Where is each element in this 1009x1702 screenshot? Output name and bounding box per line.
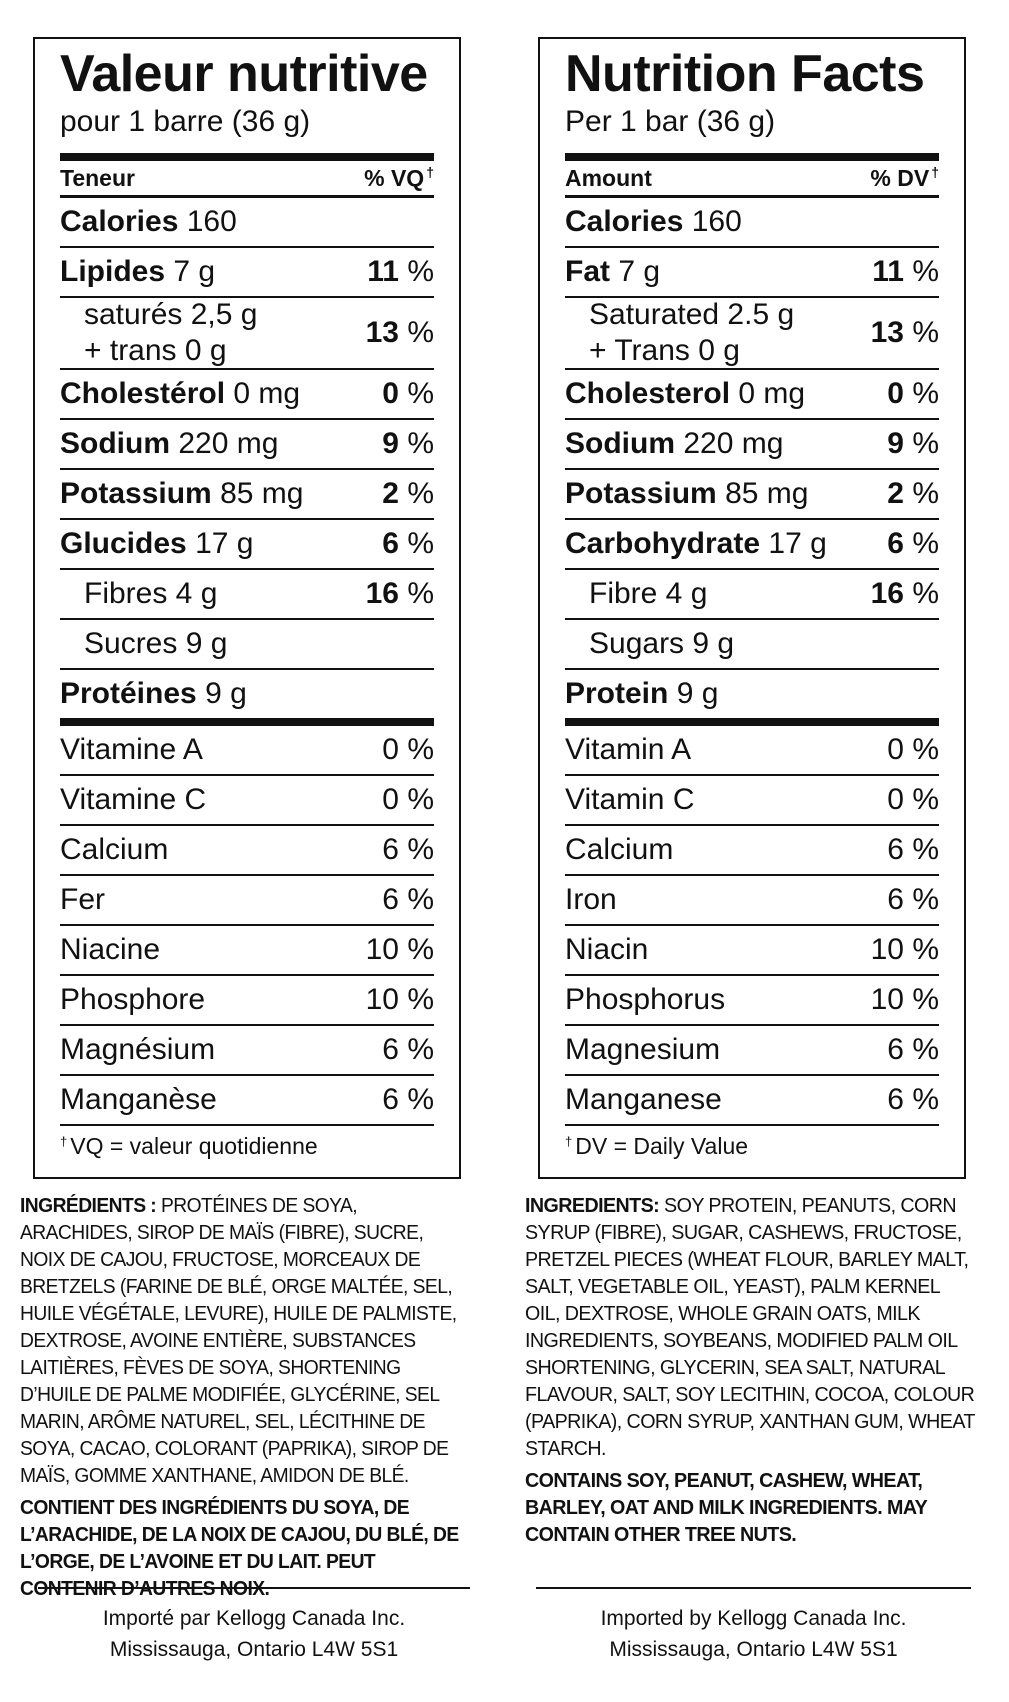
row-sugars: Sugars 9 g: [565, 620, 939, 670]
row-cholesterol: Cholestérol 0 mg 0 %: [60, 370, 434, 420]
row-saturated-trans: saturés 2,5 g + trans 0 g 13 %: [60, 298, 434, 370]
table-header: [565, 161, 939, 195]
ingredients-label: INGREDIENTS:: [525, 1194, 660, 1217]
row-potassium: Potassium 85 mg 2 %: [60, 470, 434, 520]
divider: [38, 1587, 470, 1589]
vitamin-row: Fer 6 %: [60, 876, 434, 926]
ingredients-text: SOY PROTEIN, PEANUTS, CORN SYRUP (FIBRE), SUGAR, CASHEWS, FRUCTOSE, PRETZEL PIECES (WHEAT FLOUR, BARLEY MALT, SALT, VEGETABLE OIL, YEAST), PALM KERNEL OIL, DEXTROSE, WHOLE GRAIN OATS, MILK INGREDIENTS, SOYBEANS, MODIFIED PALM OIL SHORTENING, GLYCERIN, SEA SALT, NATURAL FLAVOUR, SALT, SOY LECITHIN, COCOA, COLOUR (PAPRIKA), CORN SYRUP, XANTHAN GUM, WHEAT STARCH.: [525, 1194, 975, 1460]
amount-header: Teneur: [60, 165, 135, 191]
vitamin-row: Calcium 6 %: [565, 826, 939, 876]
dv-header: % DV †: [870, 164, 939, 191]
dagger-mark: †: [565, 1134, 573, 1149]
vitamin-row: Calcium 6 %: [60, 826, 434, 876]
vitamin-row: Vitamine A 0 %: [60, 726, 434, 776]
vitamin-row: Manganese 6 %: [565, 1083, 939, 1116]
vitamin-row: Niacine 10 %: [60, 926, 434, 976]
serving-size: pour 1 barre (36 g): [60, 105, 311, 138]
row-fibre: Fibre 4 g 16 %: [565, 570, 939, 620]
nutrition-panel-english: [538, 37, 966, 1179]
vitamin-list: [60, 726, 434, 1124]
allergen-statement: CONTAINS SOY, PEANUT, CASHEW, WHEAT, BARLEY, OAT AND MILK INGREDIENTS. MAY CONTAIN OTHER TREE NUTS.: [525, 1469, 927, 1546]
vitamin-row: Vitamin C 0 %: [565, 776, 939, 826]
ingredients-french: [20, 1192, 467, 1602]
amount-header: Amount: [565, 165, 652, 191]
vitamin-row: Phosphorus 10 %: [565, 976, 939, 1026]
row-calories: Calories 160: [60, 198, 434, 248]
dagger-mark: †: [60, 1134, 68, 1149]
vitamin-row: Iron 6 %: [565, 876, 939, 926]
footnote: † DV = Daily Value: [565, 1124, 939, 1166]
row-sodium: Sodium 220 mg 9 %: [60, 420, 434, 470]
row-cholesterol: Cholesterol 0 mg 0 %: [565, 370, 939, 420]
importer-info-french: Importé par Kellogg Canada Inc. Mississauga, Ontario L4W 5S1: [102, 1607, 406, 1661]
allergen-statement: CONTIENT DES INGRÉDIENTS DU SOYA, DE L’ARACHIDE, DE LA NOIX DE CAJOU, DU BLÉ, DE L’ORGE, DE L’AVOINE ET DU LAIT. PEUT CONTENIR D’AUTRES NOIX.: [20, 1496, 459, 1600]
thick-divider: [60, 718, 434, 726]
row-carbohydrate: Carbohydrate 17 g 6 %: [565, 520, 939, 570]
row-calories: Calories 160: [565, 198, 939, 248]
table-header: [60, 161, 434, 195]
vitamin-row: Manganèse 6 %: [60, 1083, 434, 1116]
divider: [536, 1587, 971, 1589]
vitamin-row: Magnésium 6 %: [60, 1026, 434, 1076]
row-sodium: Sodium 220 mg 9 %: [565, 420, 939, 470]
row-carbohydrate: Glucides 17 g 6 %: [60, 520, 434, 570]
panel-title: Valeur nutritive: [60, 45, 428, 103]
dagger-mark: †: [426, 164, 434, 180]
vitamin-row: Vitamine C 0 %: [60, 776, 434, 826]
row-protein: Protéines 9 g: [60, 677, 247, 710]
row-sugars: Sucres 9 g: [60, 620, 434, 670]
row-fat: Lipides 7 g 11 %: [60, 248, 434, 298]
vitamin-row: Phosphore 10 %: [60, 976, 434, 1026]
row-fat: Fat 7 g 11 %: [565, 248, 939, 298]
thick-divider: [60, 153, 434, 161]
vitamin-row: Vitamin A 0 %: [565, 726, 939, 776]
footnote: † VQ = valeur quotidienne: [60, 1124, 434, 1166]
row-potassium: Potassium 85 mg 2 %: [565, 470, 939, 520]
row-fibre: Fibres 4 g 16 %: [60, 570, 434, 620]
nutrition-panel-french: [33, 37, 461, 1179]
ingredients-label: INGRÉDIENTS :: [20, 1194, 157, 1217]
panel-title: Nutrition Facts: [565, 45, 925, 103]
vitamin-list: [565, 726, 939, 1124]
thick-divider: [565, 718, 939, 726]
row-saturated-trans: Saturated 2.5 g + Trans 0 g 13 %: [565, 298, 939, 370]
ingredients-english: [525, 1192, 976, 1548]
ingredients-list: [525, 1192, 976, 1462]
ingredients-list: [20, 1192, 467, 1489]
importer-info-english: Imported by Kellogg Canada Inc. Mississauga, Ontario L4W 5S1: [600, 1607, 907, 1661]
vitamin-row: Niacin 10 %: [565, 926, 939, 976]
ingredients-text: PROTÉINES DE SOYA, ARACHIDES, SIROP DE MAÏS (FIBRE), SUCRE, NOIX DE CAJOU, FRUCTOSE, MORCEAUX DE BRETZELS (FARINE DE BLÉ, ORGE MALTÉE, SEL, HUILE VÉGÉTALE, LEVURE), HUILE DE PALMISTE, DEXTROSE, AVOINE ENTIÈRE, SUBSTANCES LAITIÈRES, FÈVES DE SOYA, SHORTENING D’HUILE DE PALME MODIFIÉE, GLYCÉRINE, SEL MARIN, ARÔME NATUREL, SEL, LÉCITHINE DE SOYA, CACAO, COLORANT (PAPRIKA), SIROP DE MAÏS, GOMME XANTHANE, AMIDON DE BLÉ.: [20, 1194, 457, 1487]
dv-header: % VQ †: [364, 164, 434, 191]
serving-size: Per 1 bar (36 g): [565, 105, 776, 138]
vitamin-row: Magnesium 6 %: [565, 1026, 939, 1076]
dagger-mark: †: [931, 164, 939, 180]
row-protein: Protein 9 g: [565, 677, 719, 710]
thick-divider: [565, 153, 939, 161]
